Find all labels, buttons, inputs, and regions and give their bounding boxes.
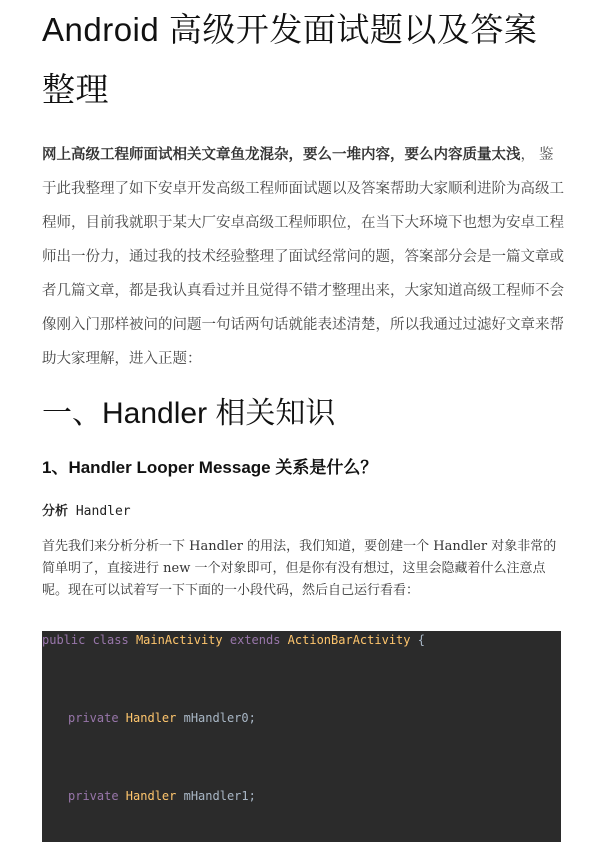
intro-paragraph bbox=[42, 138, 566, 376]
code-parent-class: ActionBarActivity bbox=[287, 633, 411, 647]
code-line-class-declaration bbox=[42, 633, 425, 647]
code-var-mhandler0: mHandler0; bbox=[176, 711, 256, 725]
body-paragraph: 首先我们来分析分析一下 Handler 的用法，我们知道，要创建一个 Handler 对象非常的简单明了，直接进行 new 一个对象即可，但是你有没有想过，这里会隐藏着什么注意点呢。现在可以试着写一下下面的一小段代码，然后自己运行看看： bbox=[42, 539, 557, 598]
code-keyword-class: class bbox=[85, 633, 136, 647]
document-page bbox=[42, 0, 566, 602]
intro-text: ， 鉴于此我整理了如下安卓开发高级工程师面试题以及答案帮助大家顺利进阶为高级工程师，目前我就职于某大厂安卓高级工程师职位，在当下大环境下也想为安卓工程师出一份力，通过我的技术经验整理了面试经常问的题，答案部分会是一篇文章或者几篇文章，都是我认真看过并且觉得不错才整理出来，大家知道高级工程师不会像刚入门那样被问的问题一句话两句话就能表述清楚，所以我通过过滤好文章来帮助大家理解，进入正题： bbox=[42, 147, 564, 367]
code-var-mhandler1: mHandler1; bbox=[176, 789, 256, 803]
analysis-label: 分析 bbox=[42, 504, 69, 519]
code-class-name: MainActivity bbox=[135, 633, 223, 647]
analysis-subject: Handler bbox=[68, 504, 131, 519]
intro-bold-text: 网上高级工程师面试相关文章鱼龙混杂，要么一堆内容，要么内容质量太浅 bbox=[42, 147, 521, 163]
code-keyword-public: public bbox=[42, 633, 86, 647]
analysis-line bbox=[42, 502, 566, 522]
code-keyword-extends: extends bbox=[222, 633, 288, 647]
code-keyword-private: private bbox=[68, 789, 126, 803]
code-line-field-0 bbox=[68, 711, 256, 725]
code-keyword-private: private bbox=[68, 711, 126, 725]
section-heading: 一、Handler 相关知识 bbox=[42, 397, 336, 430]
code-type-handler: Handler bbox=[125, 711, 177, 725]
code-block bbox=[42, 631, 561, 842]
page-title: Android 高级开发面试题以及答案整理 bbox=[42, 11, 538, 108]
code-type-handler: Handler bbox=[125, 789, 177, 803]
question-heading: 1、Handler Looper Message 关系是什么？ bbox=[42, 458, 378, 477]
code-open-brace: { bbox=[410, 633, 425, 647]
code-line-field-1 bbox=[68, 789, 256, 803]
